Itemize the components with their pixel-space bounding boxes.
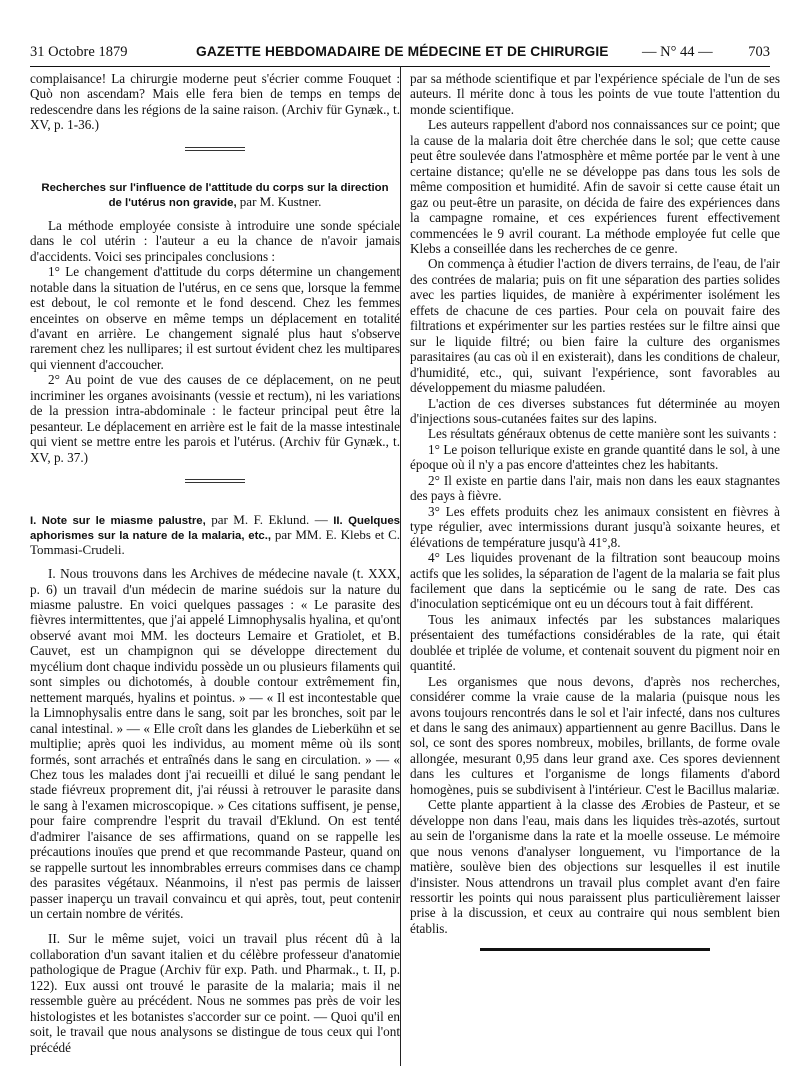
article-paragraph: 3° Les effets produits chez les animaux consistent en fièvres à type régulier, avec intermissions durant jusqu'à soixante heures, et élévations de température jusqu'à 41°,8. [410,503,780,550]
page-number: 703 [748,44,770,60]
article-paragraph: 4° Les liquides provenant de la filtration sont beaucoup moins actifs que les solides, la séparation de l'agent de la malaria se fait plus facilement que dans la septicémie ou le sang de rate. Des cas d'inoculation septicémique ont eu un décours tout à fait différent. [410,550,780,612]
journal-title: GAZETTE HEBDOMADAIRE DE MÉDECINE ET DE CHIRURGIE [196,44,609,59]
article-paragraph: 2° Au point de vue des causes de ce déplacement, on ne peut incriminer les organes avoisinants (vessie et rectum), ni les variations de la pression intra-abdominale : le facteur principal peut être la pesanteur. Le déplacement en arrière est le fait de la masse intestinale qui vient se mettre entre les parois et l'utérus. (Archiv für Gynæk., t. XV, p. 37.) [30,372,400,465]
article-paragraph: La méthode employée consiste à introduire une sonde spéciale dans le col utérin : l'auteur a eu la chance de n'avoir jamais d'accidents. Voici ses principales conclusions : [30,217,400,264]
issue-date: 31 Octobre 1879 [30,44,128,60]
left-column [30,71,400,1055]
article-title-kustner [36,181,394,210]
article-separator [185,479,245,483]
right-column [410,71,780,951]
article-title-text: I. Note sur le miasme palustre, [30,515,206,528]
article-paragraph: Les organismes que nous devons, d'après nos recherches, considérer comme la vraie cause de la malaria (puisque nous les avons toujours rencontrés dans le sol et l'air infecté, dans nos cultures et dans le sang des animaux) appartiennent au genre Bacillus. Dans le sol, ce sont des spores nombreux, mobiles, brillants, de forme ovale allongée, mesurant 0,95 dans leur grand axe. Ces spores deviennent dans les cultures et l'organisme de longs filaments d'abord homogènes, puis se subdivisent à l'intérieur. C'est le Bacillus malariæ. [410,673,780,797]
article-paragraph: Cette plante appartient à la classe des Ærobies de Pasteur, et se développe non dans l'eau, mais dans les liquides très-azotés, surtout au sein de l'organisme dans la rate et la moelle osseuse. Le mémoire que nous venons d'analyser longuement, vu l'importance de la matière, soulève bien des objections sur lesquelles il est inutile d'insister. Nous attendrons un travail plus complet avant d'en faire ressortir les points qui nous paraissent plus particulièrement laisser prise à la discussion, et ceux au contraire qui nous semblent bien établis. [410,797,780,936]
article-author: par MM. E. Klebs et C. Tommasi-Crudeli. [30,527,400,558]
article-paragraph: II. Sur le même sujet, voici un travail plus récent dû à la collaboration d'un savant italien et du célèbre professeur d'anatomie pathologique de Prague (Archiv für exp. Path. und Pharmak., t. II, p. 122). Eux aussi ont trouvé le parasite de la malaria; mais il ne ressemble guère au précédent. Nous ne sommes pas près de voir les histologistes et les botanistes s'accorder sur ce point. — Quoi qu'il en soit, le travail que nous analysons se distingue de tous ceux qui l'ont précédé [30,931,400,1055]
column-divider [400,66,401,1066]
article-paragraph: Les auteurs rappellent d'abord nos connaissances sur ce point; que la cause de la malaria doit être cherchée dans le sol; que cette cause peut être soulevée dans l'atmosphère et même portée par le vent à une certaine distance; qu'elle ne se développe pas dans tous les sols de même composition et humidité. Afin de savoir si cette cause était un gaz ou peut-être un parasite, on décida de faire des expériences dans la campagne romaine, et ces expériences furent effectivement commencées le 9 avril courant. La méthode employée fut celle que Klebs a conseillée dans les recherches de ce genre. [410,117,780,256]
article-paragraph: L'action de ces diverses substances fut déterminée au moyen d'injections sous-cutanées faites sur des lapins. [410,395,780,426]
article-paragraph: 2° Il existe en partie dans l'air, mais non dans les eaux stagnantes des pays à fièvre. [410,472,780,504]
article-title-text: II. Quelques aphorismes sur la nature de la malaria, etc., [30,515,401,543]
article-author: par M. F. Eklund. — [211,512,328,528]
article-paragraph: 1° Le poison tellurique existe en grande quantité dans le sol, à une époque où il n'y a pas encore d'atteintes chez les habitants. [410,441,780,473]
article-paragraph: I. Nous trouvons dans les Archives de médecine navale (t. XXX, p. 6) un travail d'un médecin de marine suédois sur la nature du miasme palustre. En voici quelques passages : « Le parasite des fièvres intermittentes, que j'ai appelé Limnophysalis hyalina, et qu'ont observé avant moi MM. les docteurs Lemaire et Gratiolet, et B. Cauvet, est un champignon qui se développe directement du mycélium dont chaque individu possède un ou plusieurs filaments qui sont simples ou dichotomés, à double contour extrêmement fin, nettement marqués, hyalins et pointus. » — « Il est incontestable que la Limnophysalis entre dans le sang, soit par les bronches, soit par le canal intestinal. » — « Elle croît dans les glandes de Lieberkühn et se multiplie; après quoi les individus, au moment même où ils sont formés, sont arrachés et entraînés dans le sang en circulation. » — « Chez tous les malades dont j'ai recueilli et dilué le sang pendant le stade fiévreux proprement dit, j'ai réussi à retrouver le parasite dans le sang à l'examen microscopique. » Ces citations suffisent, je pense, pour faire comprendre l'esprit du travail d'Eklund. On est tenté d'admirer l'aisance de ses affirmations, quand on se rappelle les précautions inouïes que prend et que recommande Pasteur, quand on se rappelle surtout les innombrables erreurs commises dans ce champ des parasites végétaux. Néanmoins, il n'est pas permis de laisser passer inaperçu un travail convaincu et qui après, tout, peut contenir un certain nombre de vérités. [30,566,400,922]
article-title-malaria [30,513,400,558]
article-paragraph: Tous les animaux infectés par les substances malariques présentaient des tuméfactions considérables de la rate, qui était doublée et triplée de volume, et contenait souvent du pigment noir en quantité. [410,611,780,674]
end-rule [480,948,710,951]
article-separator [185,147,245,151]
continued-paragraph: complaisance! La chirurgie moderne peut s'écrier comme Fouquet : Quò non ascendam? Mais elle fera bien de temps en temps de redescendre dans les régions de la saine raison. (Archiv für Gynæk., t. XV, p. 1-36.) [30,71,400,133]
article-paragraph: Les résultats généraux obtenus de cette manière sont les suivants : [428,426,777,442]
article-paragraph: On commença à étudier l'action de divers terrains, de l'eau, de l'air des contrées de malaria; puis on fit une séparation des parties solides avec les parties liquides, de manière à expérimenter isolément les effets de chacune de ces parties. Pour cela on pouvait faire des filtrations et expérimenter sur les parties restées sur le filtre ainsi que sur le liquide filtré; ou bien faire la culture des organismes parasitaires (au cas où il en existerait), dans les conditions de chaleur, d'humidité, etc., qui, suivant l'expérience, sont favorables au développement du miasme paludéen. [410,256,780,396]
article-title-text: Recherches sur l'influence de l'attitude du corps sur la direction de l'utérus non gravide, [41,181,389,209]
article-author: par M. Kustner. [239,193,322,209]
issue-number: — N° 44 — [642,44,713,60]
running-header [30,44,770,66]
continued-paragraph: par sa méthode scientifique et par l'expérience spéciale de l'un de ses auteurs. Il mérite donc à tous les points de vue toute l'attention du monde scientifique. [410,71,780,117]
article-paragraph: 1° Le changement d'attitude du corps détermine un changement notable dans la situation de l'utérus, en ce sens que, lorsque la femme est debout, le col remonte et le fond descend. Chez les femmes enceintes on observe en même temps un déplacement en totalité d'avant en arrière. Le changement signalé plus haut s'observe rarement chez les nullipares; il est surtout évident chez les multipares qui viennent d'accoucher. [30,264,400,372]
